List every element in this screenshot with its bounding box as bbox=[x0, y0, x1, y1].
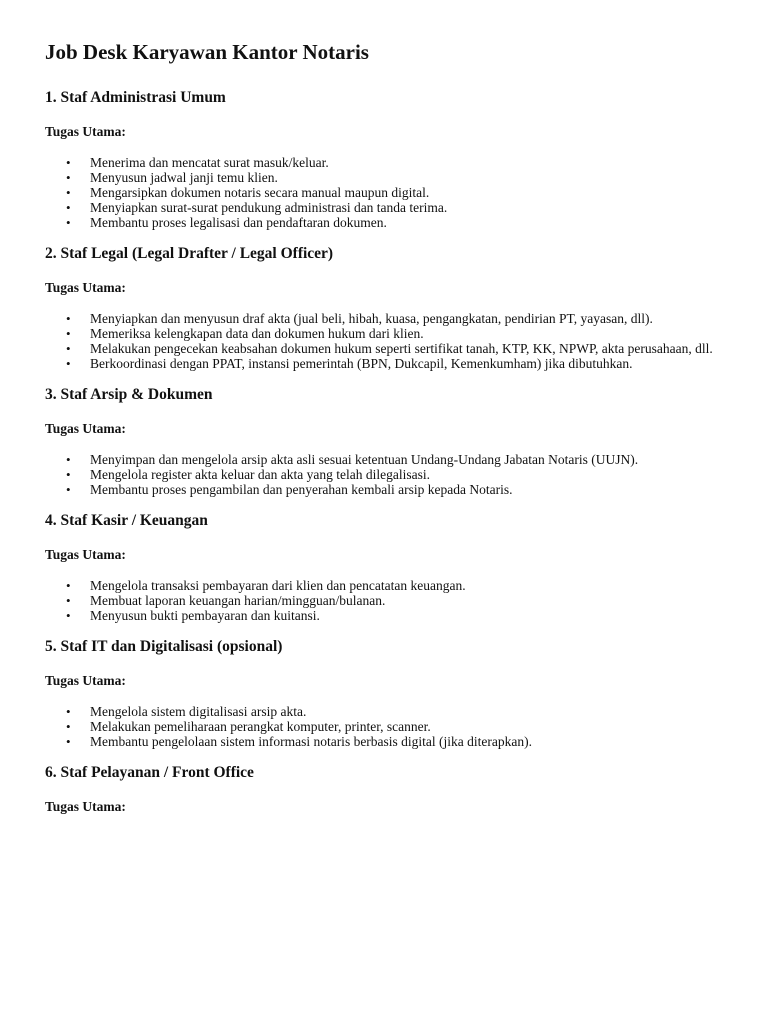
section-label: Tugas Utama: bbox=[45, 547, 126, 562]
task-list-item bbox=[45, 734, 728, 749]
job-section bbox=[45, 763, 728, 816]
section-label: Tugas Utama: bbox=[45, 799, 126, 814]
task-list-item bbox=[45, 170, 728, 185]
task-list bbox=[45, 704, 728, 749]
task-text: Melakukan pemeliharaan perangkat komputer, printer, scanner. bbox=[90, 719, 431, 734]
task-list-item bbox=[45, 578, 728, 593]
bullet-icon: • bbox=[66, 326, 71, 341]
task-list-item bbox=[45, 326, 728, 341]
job-section bbox=[45, 511, 728, 623]
task-list-item bbox=[45, 452, 728, 467]
task-list bbox=[45, 578, 728, 623]
section-title: 3. Staf Arsip & Dokumen bbox=[45, 386, 213, 403]
bullet-icon: • bbox=[66, 578, 71, 593]
bullet-icon: • bbox=[66, 467, 71, 482]
bullet-icon: • bbox=[66, 482, 71, 497]
task-text: Menerima dan mencatat surat masuk/keluar. bbox=[90, 155, 329, 170]
task-list bbox=[45, 155, 728, 230]
task-text: Menyiapkan surat-surat pendukung administrasi dan tanda terima. bbox=[90, 200, 448, 215]
bullet-icon: • bbox=[66, 608, 71, 623]
task-list bbox=[45, 452, 728, 497]
bullet-icon: • bbox=[66, 311, 71, 326]
sections-container bbox=[45, 88, 728, 816]
task-text: Menyimpan dan mengelola arsip akta asli sesuai ketentuan Undang-Undang Jabatan Notaris (UUJN). bbox=[90, 452, 639, 467]
bullet-icon: • bbox=[66, 185, 71, 200]
job-section bbox=[45, 637, 728, 749]
bullet-icon: • bbox=[66, 452, 71, 467]
bullet-icon: • bbox=[66, 704, 71, 719]
job-section bbox=[45, 88, 728, 230]
bullet-icon: • bbox=[66, 215, 71, 230]
task-list-item bbox=[45, 704, 728, 719]
task-text: Mengelola transaksi pembayaran dari klien dan pencatatan keuangan. bbox=[90, 578, 466, 593]
section-title: 2. Staf Legal (Legal Drafter / Legal Officer) bbox=[45, 245, 334, 262]
bullet-icon: • bbox=[66, 719, 71, 734]
task-list-item bbox=[45, 608, 728, 623]
task-list-item bbox=[45, 215, 728, 230]
document-title: Job Desk Karyawan Kantor Notaris bbox=[45, 40, 369, 64]
job-section bbox=[45, 244, 728, 371]
section-label: Tugas Utama: bbox=[45, 124, 126, 139]
task-list-item bbox=[45, 593, 728, 608]
bullet-icon: • bbox=[66, 155, 71, 170]
task-list-item bbox=[45, 155, 728, 170]
section-label: Tugas Utama: bbox=[45, 673, 126, 688]
task-list bbox=[45, 311, 728, 371]
task-text: Menyusun bukti pembayaran dan kuitansi. bbox=[90, 608, 320, 623]
task-text: Memeriksa kelengkapan data dan dokumen hukum dari klien. bbox=[90, 326, 424, 341]
task-text: Membantu pengelolaan sistem informasi notaris berbasis digital (jika diterapkan). bbox=[90, 734, 533, 749]
bullet-icon: • bbox=[66, 200, 71, 215]
task-text: Mengelola sistem digitalisasi arsip akta. bbox=[90, 704, 307, 719]
task-text: Menyusun jadwal janji temu klien. bbox=[90, 170, 278, 185]
task-list-item bbox=[45, 719, 728, 734]
task-list-item bbox=[45, 341, 728, 356]
bullet-icon: • bbox=[66, 341, 71, 356]
task-text: Membuat laporan keuangan harian/mingguan/bulanan. bbox=[90, 593, 386, 608]
task-text: Berkoordinasi dengan PPAT, instansi pemerintah (BPN, Dukcapil, Kemenkumham) jika dibutuhkan. bbox=[90, 356, 633, 371]
section-title: 4. Staf Kasir / Keuangan bbox=[45, 512, 208, 529]
task-text: Membantu proses pengambilan dan penyerahan kembali arsip kepada Notaris. bbox=[90, 482, 513, 497]
section-label: Tugas Utama: bbox=[45, 280, 126, 295]
task-list-item bbox=[45, 200, 728, 215]
task-text: Menyiapkan dan menyusun draf akta (jual beli, hibah, kuasa, pengangkatan, pendirian PT, yayasan, dll). bbox=[90, 311, 653, 326]
task-text: Melakukan pengecekan keabsahan dokumen hukum seperti sertifikat tanah, KTP, KK, NPWP, akta perusahaan, dll. bbox=[90, 341, 713, 356]
bullet-icon: • bbox=[66, 734, 71, 749]
bullet-icon: • bbox=[66, 593, 71, 608]
task-text: Membantu proses legalisasi dan pendaftaran dokumen. bbox=[90, 215, 387, 230]
bullet-icon: • bbox=[66, 170, 71, 185]
job-section bbox=[45, 385, 728, 497]
bullet-icon: • bbox=[66, 356, 71, 371]
section-title: 1. Staf Administrasi Umum bbox=[45, 89, 226, 106]
task-list-item bbox=[45, 311, 728, 326]
task-text: Mengarsipkan dokumen notaris secara manual maupun digital. bbox=[90, 185, 430, 200]
section-label: Tugas Utama: bbox=[45, 421, 126, 436]
task-list-item bbox=[45, 356, 728, 371]
section-title: 5. Staf IT dan Digitalisasi (opsional) bbox=[45, 638, 283, 655]
task-list-item bbox=[45, 467, 728, 482]
task-text: Mengelola register akta keluar dan akta yang telah dilegalisasi. bbox=[90, 467, 430, 482]
section-title: 6. Staf Pelayanan / Front Office bbox=[45, 764, 254, 781]
task-list-item bbox=[45, 185, 728, 200]
task-list-item bbox=[45, 482, 728, 497]
